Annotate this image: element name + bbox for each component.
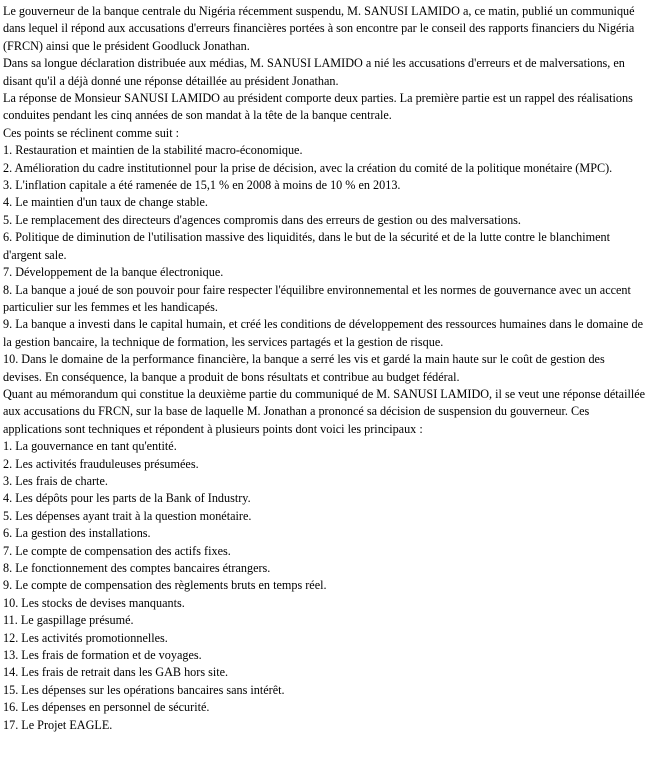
memorandum-item: 11. Le gaspillage présumé.: [3, 613, 134, 628]
paragraph-memorandum: Quant au mémorandum qui constitue la deuxième partie du communiqué de M. SANUSI LAMIDO, il se veut une réponse détaillée aux accusations du FRCN, sur la base de laquelle M. Jonathan a prononcé sa décision de suspension du gouverneur. Ces applications sont techniques et répondent à plusieurs points dont voici les principaux :: [3, 386, 646, 436]
achievement-item: 9. La banque a investi dans le capital humain, et créé les conditions de développement des ressources humaines dans le domaine de la gestion bancaire, la technique de formation, les services partagés et la gestion de risque.: [3, 317, 643, 349]
achievement-item: 4. Le maintien d'un taux de change stable.: [3, 195, 208, 210]
memorandum-item: 9. Le compte de compensation des règlements bruts en temps réel.: [3, 578, 327, 593]
achievement-item: 2. Amélioration du cadre institutionnel pour la prise de décision, avec la création du comité de la politique monétaire (MPC).: [3, 160, 613, 175]
memorandum-item: 10. Les stocks de devises manquants.: [3, 595, 185, 610]
achievement-item: 10. Dans le domaine de la performance financière, la banque a serré les vis et gardé la main haute sur le coût de gestion des devises. En conséquence, la banque a produit de bons résultats et contribue au budget fédéral.: [3, 352, 605, 384]
paragraph-declaration: Dans sa longue déclaration distribuée aux médias, M. SANUSI LAMIDO a nié les accusations d'erreurs et de malversations, en disant qu'il a déjà donné une réponse détaillée au président Jonathan.: [3, 56, 625, 88]
achievement-item: 8. La banque a joué de son pouvoir pour faire respecter l'équilibre environnemental et les normes de gouvernance avec un accent particulier sur les femmes et les handicapés.: [3, 282, 631, 314]
achievement-item: 6. Politique de diminution de l'utilisation massive des liquidités, dans le but de la sécurité et de la lutte contre le blanchiment d'argent sale.: [3, 230, 611, 262]
memorandum-item: 14. Les frais de retrait dans les GAB hors site.: [3, 665, 229, 680]
memorandum-item: 15. Les dépenses sur les opérations bancaires sans intérêt.: [3, 682, 285, 697]
memorandum-item: 3. Les frais de charte.: [3, 473, 108, 488]
memorandum-item: 8. Le fonctionnement des comptes bancaires étrangers.: [3, 561, 271, 575]
memorandum-item: 12. Les activités promotionnelles.: [3, 630, 168, 645]
achievement-item: 1. Restauration et maintien de la stabilité macro-économique.: [3, 143, 303, 158]
achievement-item: 3. L'inflation capitale a été ramenée de 15,1 % en 2008 à moins de 10 % en 2013.: [3, 178, 401, 193]
memorandum-item: 5. Les dépenses ayant trait à la question monétaire.: [3, 508, 252, 523]
memorandum-item: 17. Le Projet EAGLE.: [3, 717, 113, 732]
paragraph-response: La réponse de Monsieur SANUSI LAMIDO au président comporte deux parties. La première partie est un rappel des réalisations conduites pendant les cinq années de son mandat à la tête de la banque centrale.: [3, 91, 633, 123]
memorandum-item: 7. Le compte de compensation des actifs fixes.: [3, 543, 231, 558]
paragraph-points-heading: Ces points se réclinent comme suit :: [3, 125, 180, 140]
memorandum-item: 6. La gestion des installations.: [3, 526, 151, 541]
memorandum-item: 16. Les dépenses en personnel de sécurité.: [3, 700, 210, 715]
memorandum-item: 1. La gouvernance en tant qu'entité.: [3, 439, 177, 454]
memorandum-item: 4. Les dépôts pour les parts de la Bank of Industry.: [3, 491, 251, 506]
memorandum-item: 13. Les frais de formation et de voyages.: [3, 648, 202, 663]
paragraph-intro: Le gouverneur de la banque centrale du Nigéria récemment suspendu, M. SANUSI LAMIDO a, ce matin, publié un communiqué dans lequel il répond aux accusations d'erreurs financières portées à son encontre par le conseil des rapports financiers du Nigéria (FRCN) ainsi que le président Goodluck Jonathan.: [3, 4, 635, 53]
achievement-item: 5. Le remplacement des directeurs d'agences compromis dans des erreurs de gestion ou des malversations.: [3, 212, 521, 227]
memorandum-item: 2. Les activités frauduleuses présumées.: [3, 456, 199, 471]
achievement-item: 7. Développement de la banque électronique.: [3, 265, 224, 280]
